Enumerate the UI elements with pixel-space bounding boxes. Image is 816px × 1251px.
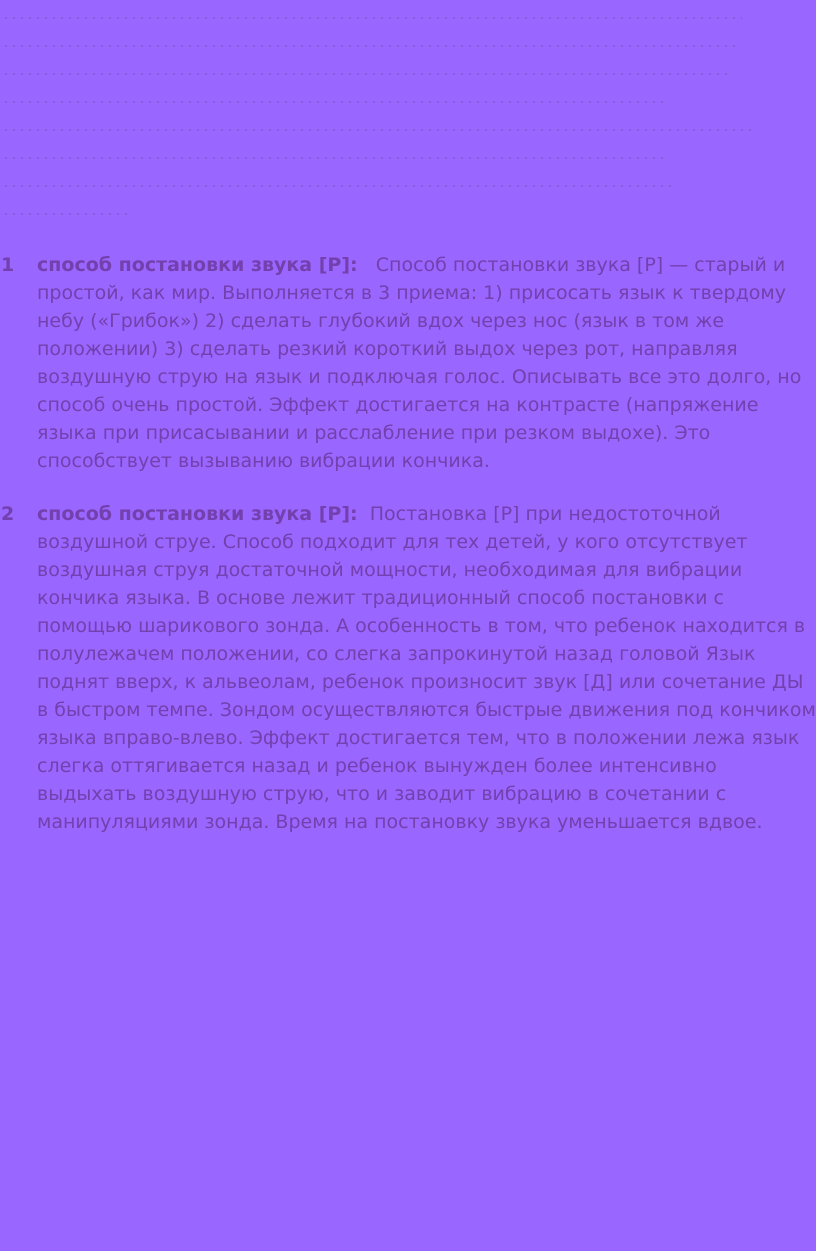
item-heading: способ постановки звука [Р]: [37, 503, 358, 525]
dotted-line [2, 185, 677, 187]
faded-text-lines [0, 0, 816, 230]
dotted-line [2, 129, 752, 131]
item-text: Способ постановки звука [Р] — старый и простой, как мир. Выполняется в 3 приема: 1) присосать язык к твердому небу («Грибок») 2) сделать глубокий вдох через нос (язык в том же положении) 3) сделать резкий короткий выдох через рот, направляя воздушную струю на язык и подключая голос. Описывать все это долго, но способ очень простой. Эффект достигается на контрасте (напряжение языка при присасывании и расслабление при резком выдохе). Это способствует вызыванию вибрации кончика. [37, 254, 802, 472]
item-number: 2 [1, 503, 15, 525]
item-paragraph [37, 500, 816, 836]
dotted-line [2, 17, 742, 19]
item-text: Постановка [Р] при недостоточной воздушной струе. Способ подходит для тех детей, у кого отсутствует воздушная струя достаточной мощности, необходимая для вибрации кончика языка. В основе лежит традиционный способ постановки с помощью шарикового зонда. А особенность в том, что ребенок находится в полулежачем положении, со слегка запрокинутой назад головой Язык поднят вверх, к альвеолам, ребенок произносит звук [Д] или сочетание ДЫ в быстром темпе. Зондом осуществляются быстрые движения под кончиком языка вправо-влево. Эффект достигается тем, что в положении лежа язык слегка оттягивается назад и ребенок вынужден более интенсивно выдыхать воздушную струю, что и заводит вибрацию в сочетании с манипуляциями зонда. Время на постановку звука уменьшается вдвое. [37, 503, 816, 833]
dotted-line [2, 45, 737, 47]
dotted-line [2, 213, 130, 215]
dotted-line [2, 157, 667, 159]
item-paragraph [37, 251, 816, 475]
dotted-line [2, 73, 727, 75]
dotted-line [2, 101, 667, 103]
item-heading: способ постановки звука [Р]: [37, 254, 358, 276]
item-number: 1 [1, 254, 15, 276]
